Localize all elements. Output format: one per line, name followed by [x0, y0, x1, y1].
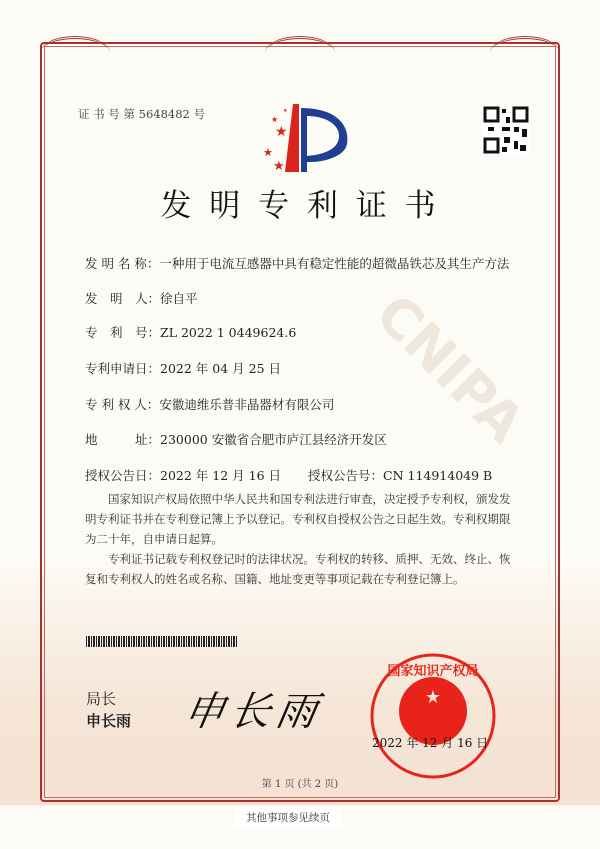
svg-text:★: ★ [263, 146, 273, 159]
field-address [85, 430, 387, 448]
signatory-name: 申长雨 [86, 712, 132, 730]
paragraph-legal-status: 专利证书记载专利权登记时的法律状况。专利权的转移、质押、无效、终止、恢复和专利权人的姓名或名称、国籍、地址变更等事项记载在专利登记簿上。 [85, 552, 511, 586]
field-label: 专 利 权 人： [85, 397, 160, 412]
cnipa-logo [255, 104, 350, 174]
field-value: 徐自平 [160, 291, 198, 306]
svg-text:★: ★ [271, 115, 279, 124]
field-label: 授权公告号： [308, 468, 384, 483]
field-value: 安徽迪维乐普非晶器材有限公司 [159, 397, 335, 412]
seal-text: 国家知识产权局 [387, 664, 479, 679]
field-label: 专利申请日： [85, 361, 161, 376]
svg-text:★: ★ [273, 159, 285, 174]
qr-code [482, 105, 530, 155]
signature: 申长雨 [180, 689, 327, 735]
frame-ornament-top-right [490, 36, 560, 70]
barcode [86, 636, 238, 647]
frame-ornament-top-left [40, 36, 110, 70]
svg-text:★: ★ [424, 687, 442, 708]
certificate-number: 证 书 号 第 5648482 号 [78, 107, 205, 121]
frame-ornament-top [265, 36, 335, 70]
field-grant-date [85, 466, 281, 484]
official-seal [368, 651, 498, 781]
field-announcement-number [308, 466, 492, 484]
field-inventor [85, 289, 198, 307]
field-label: 授权公告日： [85, 468, 161, 483]
field-invention-title [85, 254, 509, 272]
field-value: 一种用于电流互感器中具有稳定性能的超微晶铁芯及其生产方法 [159, 256, 510, 271]
field-label: 发 明 人： [85, 291, 161, 306]
field-value: CN 114914049 B [383, 468, 493, 483]
page-title: 发 明 专 利 证 书 [160, 188, 440, 224]
field-label: 发 明 名 称： [85, 256, 160, 271]
watermark: CNIPA [363, 282, 537, 455]
field-label: 地 址： [85, 432, 161, 447]
field-value: 230000 安徽省合肥市庐江县经济开发区 [160, 432, 387, 447]
field-value: ZL 2022 1 0449624.6 [160, 325, 297, 340]
footer-note: 其他事项参见续页 [234, 808, 342, 828]
svg-text:★: ★ [275, 124, 288, 140]
paragraph-grant: 国家知识产权局依照中华人民共和国专利法进行审查，决定授予专利权，颁发发明专利证书并在专利登记簿上予以登记。专利权自授权公告之日起生效。专利权期限为二十年，自申请日起算。 [85, 492, 511, 546]
field-value: 2022 年 12 月 16 日 [160, 468, 282, 483]
signatory-title: 局长 [86, 690, 117, 708]
field-label: 专 利 号： [85, 325, 161, 340]
page-number: 第 1 页 (共 2 页) [261, 779, 339, 790]
svg-text:★: ★ [283, 108, 288, 114]
field-application-date [85, 359, 281, 377]
field-patentee [85, 395, 334, 413]
field-value: 2022 年 04 月 25 日 [160, 361, 282, 376]
field-patent-number [85, 323, 296, 341]
seal-date: 2022 年 12 月 16 日 [372, 736, 489, 750]
